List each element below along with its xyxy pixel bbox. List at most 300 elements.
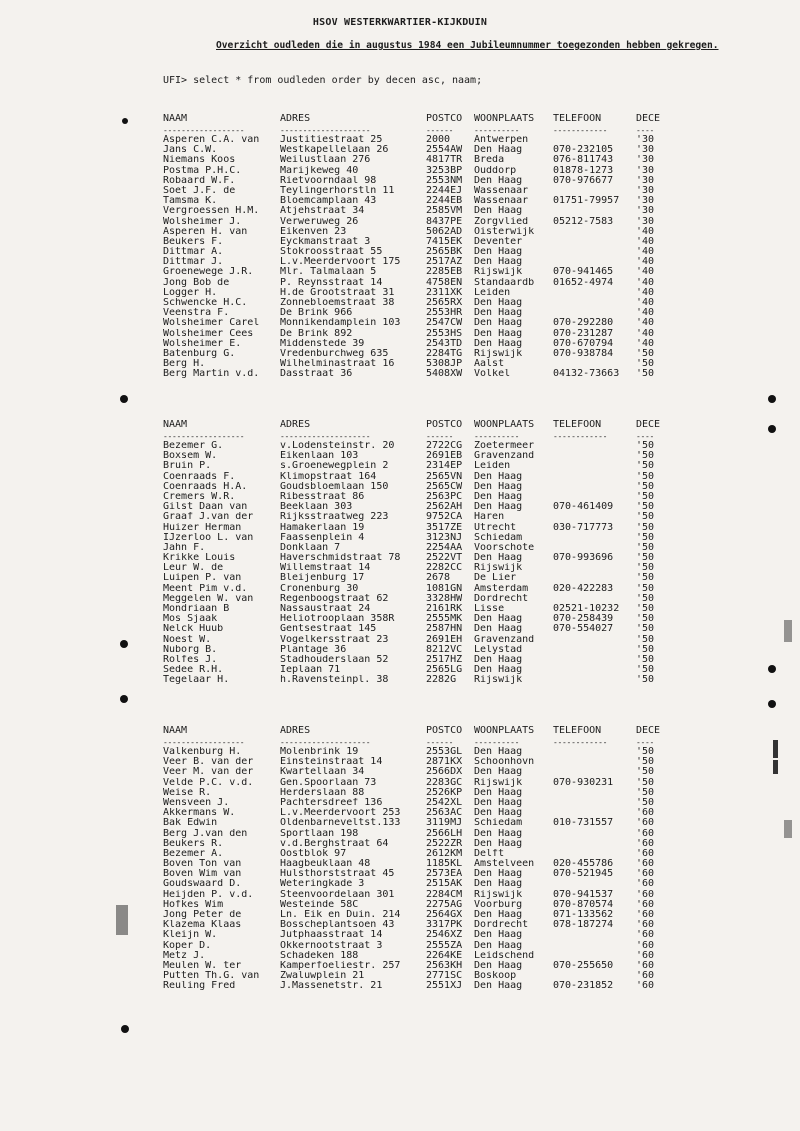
column-header-decennium: DECE <box>636 113 661 124</box>
cell-decennium: '60 <box>636 971 655 982</box>
cell-woonplaats: Rijswijk <box>474 889 523 900</box>
cell-decennium: '50 <box>636 747 655 757</box>
table-row <box>163 482 673 492</box>
cell-naam: Huizer Herman <box>163 522 242 533</box>
cell-naam: Wolsheimer Cees <box>163 328 254 339</box>
cell-telefoon: 070-976677 <box>553 175 614 186</box>
cell-naam: Meulen W. ter <box>163 960 242 971</box>
cell-telefoon: 070-938784 <box>553 348 614 359</box>
table-row <box>163 369 673 379</box>
cell-telefoon <box>553 951 636 961</box>
table-separator-row <box>163 432 673 441</box>
cell-postcode: 2275AG <box>426 899 463 910</box>
cell-woonplaats: Den Haag <box>474 471 523 482</box>
table-row <box>163 237 673 247</box>
cell-naam: Mondriaan B <box>163 604 230 614</box>
cell-adres: Plantage 36 <box>280 644 347 655</box>
cell-woonplaats: De Lier <box>474 573 517 584</box>
table-row <box>163 339 673 349</box>
cell-naam: Nuborg B. <box>163 644 218 655</box>
cell-adres: Vogelkersstraat 23 <box>280 634 389 645</box>
cell-decennium: '50 <box>636 767 655 778</box>
cell-naam: Coenraads H.A. <box>163 481 248 492</box>
cell-adres: Marijkeweg 40 <box>280 165 359 176</box>
cell-woonplaats: Den Haag <box>474 328 523 339</box>
cell-woonplaats: Leiden <box>474 287 511 298</box>
cell-woonplaats: Standaardb <box>474 277 535 288</box>
cell-woonplaats: Den Haag <box>474 624 523 635</box>
cell-naam: Leur W. de <box>163 563 224 574</box>
cell-woonplaats: Den Haag <box>474 338 523 349</box>
cell-naam: Meent Pim v.d. <box>163 583 248 594</box>
cell-adres: Herderslaan 88 <box>280 787 365 798</box>
cell-postcode: 2542XL <box>426 797 463 808</box>
cell-decennium: '50 <box>636 369 655 380</box>
cell-decennium: '50 <box>636 583 655 594</box>
table-row <box>163 349 673 359</box>
cell-adres: Cronenburg 30 <box>280 583 359 594</box>
cell-adres: P. Reynsstraat 14 <box>280 277 383 288</box>
scan-edge-mark <box>784 820 792 838</box>
cell-postcode: 2612KM <box>426 848 463 859</box>
cell-telefoon <box>553 206 636 216</box>
cell-decennium: '30 <box>636 196 655 207</box>
cell-adres: Stokroosstraat 55 <box>280 247 383 258</box>
table-row <box>163 747 673 757</box>
cell-woonplaats: Den Haag <box>474 318 523 329</box>
cell-decennium: '60 <box>636 828 655 839</box>
cell-adres: Westkapellelaan 26 <box>280 145 389 156</box>
cell-naam: Jong Peter de <box>163 910 242 920</box>
table-row <box>163 665 673 675</box>
table-row <box>163 951 673 961</box>
cell-decennium: '30 <box>636 206 655 217</box>
cell-adres: J.Massenetstr. 21 <box>280 981 383 992</box>
cell-postcode: 2565VN <box>426 471 463 482</box>
column-header-adres: ADRES <box>280 725 311 736</box>
members-table-section-3 <box>163 724 673 992</box>
cell-telefoon: 070-930231 <box>553 777 614 788</box>
cell-postcode: 3317PK <box>426 920 463 931</box>
cell-woonplaats: Oisterwijk <box>474 226 535 237</box>
table-row <box>163 849 673 859</box>
cell-decennium: '60 <box>636 960 655 971</box>
table-row <box>163 298 673 308</box>
cell-telefoon <box>553 798 636 808</box>
table-row <box>163 145 673 155</box>
column-header-postcode: POSTCO <box>426 419 463 430</box>
cell-decennium: '50 <box>636 563 655 574</box>
separator-dashes: ---- <box>636 432 655 441</box>
cell-telefoon <box>553 186 636 196</box>
cell-woonplaats: Den Haag <box>474 828 523 839</box>
cell-woonplaats: Voorburg <box>474 899 523 910</box>
cell-decennium: '60 <box>636 848 655 859</box>
cell-adres: Atjehstraat 34 <box>280 206 365 217</box>
separator-dashes: -------------------- <box>280 432 371 441</box>
cell-postcode: 8437PE <box>426 216 463 227</box>
cell-postcode: 2555MK <box>426 614 463 625</box>
separator-dashes: ------------------ <box>163 738 245 747</box>
cell-postcode: 2515AK <box>426 879 463 890</box>
cell-postcode: 3123NJ <box>426 532 463 543</box>
cell-postcode: 3517ZE <box>426 522 463 533</box>
cell-telefoon <box>553 747 636 757</box>
cell-postcode: 7415EK <box>426 236 463 247</box>
cell-telefoon: 070-258439 <box>553 614 614 625</box>
cell-telefoon <box>553 288 636 298</box>
cell-decennium: '60 <box>636 879 655 890</box>
cell-woonplaats: Den Haag <box>474 869 523 880</box>
cell-decennium: '30 <box>636 165 655 176</box>
cell-postcode: 2722CG <box>426 441 463 451</box>
cell-naam: Veenstra F. <box>163 308 230 319</box>
table-row <box>163 890 673 900</box>
cell-woonplaats: Wassenaar <box>474 196 529 207</box>
cell-naam: Veer M. van der <box>163 767 254 778</box>
cell-naam: Hofkes Wim <box>163 899 224 910</box>
cell-telefoon <box>553 829 636 839</box>
cell-decennium: '30 <box>636 175 655 186</box>
table-row <box>163 492 673 502</box>
table-row <box>163 614 673 624</box>
cell-naam: Batenburg G. <box>163 348 236 359</box>
column-header-telefoon: TELEFOON <box>553 419 602 430</box>
scan-edge-mark <box>116 905 128 935</box>
cell-naam: Cremers W.R. <box>163 491 236 502</box>
cell-woonplaats: Amsterdam <box>474 583 529 594</box>
cell-decennium: '50 <box>636 553 655 564</box>
cell-naam: Putten Th.G. van <box>163 971 260 982</box>
cell-adres: Donklaan 7 <box>280 542 341 553</box>
cell-decennium: '40 <box>636 226 655 237</box>
cell-adres: Goudsbloemlaan 150 <box>280 481 389 492</box>
table-row <box>163 594 673 604</box>
cell-decennium: '30 <box>636 135 655 145</box>
cell-naam: Wolsheimer J. <box>163 216 242 227</box>
column-header-naam: NAAM <box>163 113 188 124</box>
cell-decennium: '30 <box>636 216 655 227</box>
table-header-row <box>163 724 673 738</box>
cell-telefoon: 076-811743 <box>553 155 614 166</box>
cell-telefoon: 070-231287 <box>553 328 614 339</box>
cell-decennium: '40 <box>636 236 655 247</box>
table-row <box>163 278 673 288</box>
cell-postcode: 2517HZ <box>426 654 463 665</box>
cell-telefoon <box>553 941 636 951</box>
separator-dashes: ------------------ <box>163 126 245 135</box>
cell-woonplaats: Leidschend <box>474 950 535 961</box>
cell-adres: Zonnebloemstraat 38 <box>280 298 395 308</box>
table-row <box>163 655 673 665</box>
table-row <box>163 645 673 655</box>
cell-telefoon: 04132-73663 <box>553 369 620 380</box>
cell-naam: Boven Wim van <box>163 869 242 880</box>
cell-woonplaats: Leiden <box>474 461 511 472</box>
cell-woonplaats: Lisse <box>474 604 505 614</box>
separator-dashes: -------------------- <box>280 126 371 135</box>
cell-naam: Jong Bob de <box>163 277 230 288</box>
cell-postcode: 2314EP <box>426 461 463 472</box>
cell-telefoon <box>553 594 636 604</box>
cell-telefoon <box>553 849 636 859</box>
cell-decennium: '50 <box>636 757 655 768</box>
column-header-telefoon: TELEFOON <box>553 725 602 736</box>
table-row <box>163 869 673 879</box>
cell-postcode: 2284TG <box>426 348 463 359</box>
cell-naam: Graaf J.van der <box>163 512 254 523</box>
cell-postcode: 2871KX <box>426 757 463 768</box>
cell-woonplaats: Den Haag <box>474 960 523 971</box>
cell-adres: Bleijenburg 17 <box>280 573 365 584</box>
cell-adres: Regenboogstraat 62 <box>280 593 389 604</box>
cell-decennium: '30 <box>636 145 655 156</box>
cell-telefoon: 070-554027 <box>553 624 614 635</box>
cell-naam: Dittmar J. <box>163 257 224 268</box>
cell-postcode: 2244EJ <box>426 185 463 196</box>
cell-adres: Haagbeuklaan 48 <box>280 859 371 870</box>
cell-adres: De Brink 892 <box>280 328 353 339</box>
cell-naam: Reuling Fred <box>163 981 236 992</box>
separator-dashes: ------------ <box>553 432 608 441</box>
cell-woonplaats: Den Haag <box>474 910 523 920</box>
cell-woonplaats: Den Haag <box>474 838 523 849</box>
column-header-telefoon: TELEFOON <box>553 113 602 124</box>
cell-adres: Hamakerlaan 19 <box>280 522 365 533</box>
cell-naam: Asperen C.A. van <box>163 135 260 145</box>
table-row <box>163 788 673 798</box>
table-row <box>163 196 673 206</box>
scan-edge-mark <box>773 760 778 774</box>
cell-postcode: 8212VC <box>426 644 463 655</box>
cell-naam: Mos Sjaak <box>163 614 218 625</box>
cell-postcode: 2284CM <box>426 889 463 900</box>
cell-postcode: 2522ZR <box>426 838 463 849</box>
cell-adres: Haverschmidstraat 78 <box>280 553 401 564</box>
document-subtitle: Overzicht oudleden die in augustus 1984 een Jubileumnummer toegezonden hebben gekregen. <box>216 40 719 51</box>
separator-dashes: ---------- <box>474 432 520 441</box>
table-row <box>163 961 673 971</box>
table-row <box>163 808 673 818</box>
sql-query-line: UFI> select * from oudleden order by decen asc, naam; <box>163 75 483 86</box>
cell-decennium: '60 <box>636 899 655 910</box>
cell-woonplaats: Amstelveen <box>474 859 535 870</box>
cell-naam: Goudswaard D. <box>163 879 242 890</box>
cell-adres: v.Lodensteinstr. 20 <box>280 441 395 451</box>
cell-telefoon <box>553 247 636 257</box>
cell-telefoon <box>553 573 636 583</box>
column-header-adres: ADRES <box>280 113 311 124</box>
cell-postcode: 2562AH <box>426 502 463 513</box>
cell-naam: Sedee R.H. <box>163 665 224 676</box>
cell-adres: Willemstraat 14 <box>280 563 371 574</box>
cell-telefoon <box>553 512 636 522</box>
cell-postcode: 2678 <box>426 573 451 584</box>
cell-adres: Schadeken 188 <box>280 950 359 961</box>
cell-telefoon <box>553 788 636 798</box>
cell-woonplaats: Dordrecht <box>474 593 529 604</box>
cell-telefoon: 02521-10232 <box>553 604 620 614</box>
cell-telefoon: 070-870574 <box>553 899 614 910</box>
cell-woonplaats: Antwerpen <box>474 135 529 145</box>
table-row <box>163 584 673 594</box>
cell-adres: L.v.Meerdervoort 253 <box>280 808 401 819</box>
cell-naam: Luipen P. van <box>163 573 242 584</box>
cell-decennium: '60 <box>636 930 655 941</box>
column-header-decennium: DECE <box>636 725 661 736</box>
table-row <box>163 257 673 267</box>
cell-telefoon: 030-717773 <box>553 522 614 533</box>
cell-adres: Eyckmanstraat 3 <box>280 236 371 247</box>
cell-decennium: '50 <box>636 644 655 655</box>
cell-woonplaats: Den Haag <box>474 491 523 502</box>
punch-hole-mark <box>768 425 776 433</box>
cell-postcode: 2563PC <box>426 491 463 502</box>
cell-naam: Veer B. van der <box>163 757 254 768</box>
table-separator-row <box>163 126 673 135</box>
cell-naam: Kleijn W. <box>163 930 218 941</box>
cell-postcode: 3253BP <box>426 165 463 176</box>
cell-naam: Weise R. <box>163 787 212 798</box>
column-header-woonplaats: WOONPLAATS <box>474 419 535 430</box>
cell-naam: IJzerloo L. van <box>163 532 254 543</box>
separator-dashes: ------------------ <box>163 432 245 441</box>
cell-telefoon: 070-670794 <box>553 338 614 349</box>
cell-woonplaats: Rijswijk <box>474 348 523 359</box>
cell-woonplaats: Deventer <box>474 236 523 247</box>
cell-naam: Groenewege J.R. <box>163 267 254 278</box>
cell-decennium: '60 <box>636 838 655 849</box>
cell-naam: Boxsem W. <box>163 451 218 462</box>
cell-woonplaats: Ouddorp <box>474 165 517 176</box>
cell-adres: Rijksstraatweg 223 <box>280 512 389 523</box>
cell-woonplaats: Den Haag <box>474 553 523 564</box>
table-row <box>163 604 673 614</box>
table-row <box>163 839 673 849</box>
cell-naam: Metz J. <box>163 950 206 961</box>
cell-naam: Tegelaar H. <box>163 675 230 686</box>
cell-naam: Wolsheimer E. <box>163 338 242 349</box>
cell-woonplaats: Den Haag <box>474 787 523 798</box>
cell-decennium: '50 <box>636 451 655 462</box>
cell-woonplaats: Den Haag <box>474 797 523 808</box>
cell-decennium: '60 <box>636 869 655 880</box>
table-row <box>163 553 673 563</box>
cell-naam: Berg H. <box>163 359 206 370</box>
cell-telefoon: 020-422283 <box>553 583 614 594</box>
cell-woonplaats: Den Haag <box>474 308 523 319</box>
cell-naam: Gilst Daan van <box>163 502 248 513</box>
cell-naam: Noest W. <box>163 634 212 645</box>
cell-decennium: '40 <box>636 277 655 288</box>
cell-adres: Bosscheplantsoen 43 <box>280 920 395 931</box>
cell-adres: Westeinde 58C <box>280 899 359 910</box>
separator-dashes: ------ <box>426 432 454 441</box>
column-header-naam: NAAM <box>163 725 188 736</box>
cell-naam: Klazema Klaas <box>163 920 242 931</box>
cell-telefoon <box>553 227 636 237</box>
cell-naam: Bezemer A. <box>163 848 224 859</box>
cell-decennium: '50 <box>636 624 655 635</box>
table-header-row <box>163 112 673 126</box>
punch-hole-mark <box>120 640 128 648</box>
cell-postcode: 2565LG <box>426 665 463 676</box>
cell-postcode: 1185KL <box>426 859 463 870</box>
cell-woonplaats: Haren <box>474 512 505 523</box>
cell-postcode: 2565CW <box>426 481 463 492</box>
table-row <box>163 798 673 808</box>
cell-postcode: 2254AA <box>426 542 463 553</box>
cell-postcode: 2553GL <box>426 747 463 757</box>
cell-postcode: 5408XW <box>426 369 463 380</box>
cell-decennium: '30 <box>636 155 655 166</box>
cell-woonplaats: Den Haag <box>474 481 523 492</box>
cell-decennium: '50 <box>636 441 655 451</box>
table-row <box>163 359 673 369</box>
cell-telefoon: 070-941465 <box>553 267 614 278</box>
table-row <box>163 512 673 522</box>
cell-woonplaats: Den Haag <box>474 665 523 676</box>
cell-naam: Berg J.van den <box>163 828 248 839</box>
cell-adres: Kamperfoeliestr. 257 <box>280 960 401 971</box>
cell-telefoon <box>553 879 636 889</box>
column-header-decennium: DECE <box>636 419 661 430</box>
cell-woonplaats: Utrecht <box>474 522 517 533</box>
cell-decennium: '50 <box>636 665 655 676</box>
cell-telefoon <box>553 257 636 267</box>
cell-decennium: '50 <box>636 777 655 788</box>
cell-postcode: 2311XK <box>426 287 463 298</box>
cell-telefoon <box>553 359 636 369</box>
members-table-section-2 <box>163 418 673 686</box>
cell-naam: Heijden P. v.d. <box>163 889 254 900</box>
cell-decennium: '40 <box>636 328 655 339</box>
punch-hole-mark <box>120 695 128 703</box>
separator-dashes: ------------ <box>553 738 608 747</box>
cell-telefoon <box>553 675 636 685</box>
cell-telefoon <box>553 757 636 767</box>
cell-postcode: 2546XZ <box>426 930 463 941</box>
table-row <box>163 318 673 328</box>
cell-decennium: '50 <box>636 359 655 370</box>
table-row <box>163 176 673 186</box>
cell-adres: Klimopstraat 164 <box>280 471 377 482</box>
cell-naam: Schwencke H.C. <box>163 298 248 308</box>
cell-decennium: '50 <box>636 797 655 808</box>
cell-woonplaats: Den Haag <box>474 879 523 890</box>
cell-decennium: '50 <box>636 461 655 472</box>
cell-woonplaats: Den Haag <box>474 654 523 665</box>
separator-dashes: ---------- <box>474 738 520 747</box>
table-row <box>163 166 673 176</box>
cell-adres: Jutphaasstraat 14 <box>280 930 383 941</box>
cell-naam: Beukers R. <box>163 838 224 849</box>
cell-adres: Nassaustraat 24 <box>280 604 371 614</box>
cell-telefoon <box>553 308 636 318</box>
cell-adres: H.de Grootstraat 31 <box>280 287 395 298</box>
table-row <box>163 900 673 910</box>
table-row <box>163 971 673 981</box>
cell-naam: Nelck Huub <box>163 624 224 635</box>
cell-decennium: '50 <box>636 491 655 502</box>
cell-naam: Koper D. <box>163 940 212 951</box>
cell-telefoon: 078-187274 <box>553 920 614 931</box>
cell-naam: Soet J.F. de <box>163 185 236 196</box>
cell-adres: Oostblok 97 <box>280 848 347 859</box>
cell-naam: Bruin P. <box>163 461 212 472</box>
cell-woonplaats: Voorschote <box>474 542 535 553</box>
cell-decennium: '30 <box>636 185 655 196</box>
